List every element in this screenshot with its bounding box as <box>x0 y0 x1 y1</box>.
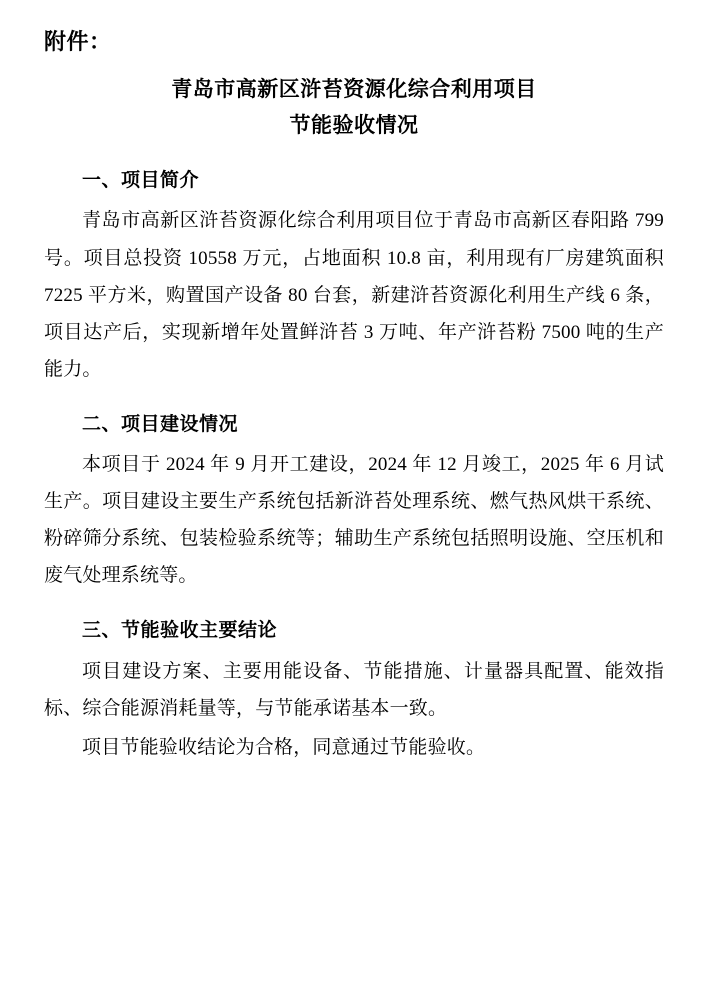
section-heading-project-overview: 一、项目简介 <box>82 170 200 192</box>
section-heading-acceptance-conclusion: 三、节能验收主要结论 <box>82 620 278 642</box>
attachment-label: 附件： <box>44 29 112 54</box>
document-title <box>75 71 633 145</box>
section-acceptance-conclusion <box>44 616 664 766</box>
title-line-1: 青岛市高新区浒苔资源化综合利用项目 <box>171 76 537 101</box>
section-heading-construction-status: 二、项目建设情况 <box>82 413 239 435</box>
section-paragraph: 青岛市高新区浒苔资源化综合利用项目位于青岛市高新区春阳路 799 号。项目总投资 10558 万元，占地面积 10.8 亩，利用现有厂房建筑面积 7225 平方米，购置国产设备 80 台套，新建浒苔资源化利用生产线 6 条，项目达产后，实现新增年处置鲜浒苔 3 万吨、年产浒苔粉 7500 吨的生产能力。 <box>44 210 664 380</box>
section-paragraph: 本项目于 2024 年 9 月开工建设，2024 年 12 月竣工，2025 年 6 月试生产。项目建设主要生产系统包括新浒苔处理系统、燃气热风烘干系统、粉碎筛分系统、包装检验系统等；辅助生产系统包括照明设施、空压机和废气处理系统等。 <box>44 454 664 587</box>
section-project-overview <box>44 166 664 388</box>
section-paragraph: 项目节能验收结论为合格，同意通过节能验收。 <box>82 736 486 758</box>
section-paragraph: 项目建设方案、主要用能设备、节能措施、计量器具配置、能效指标、综合能源消耗量等，与节能承诺基本一致。 <box>44 660 664 719</box>
title-line-2: 节能验收情况 <box>289 113 419 138</box>
section-construction-status <box>44 410 664 595</box>
